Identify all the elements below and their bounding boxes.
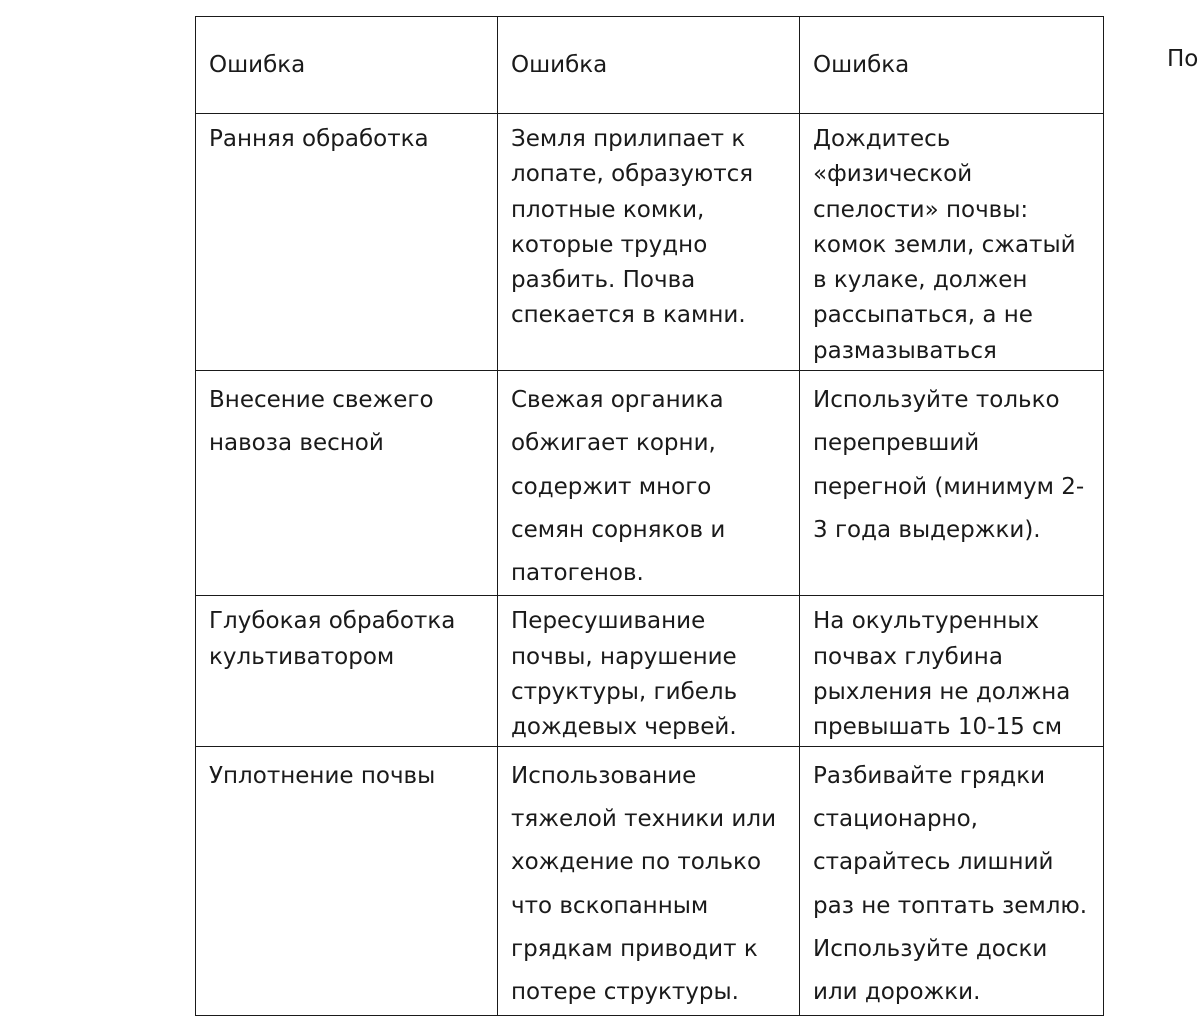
header-cell: Ошибка: [498, 17, 800, 114]
error-cell: Уплотнение почвы: [196, 746, 498, 1015]
header-cell: Ошибка: [800, 17, 1104, 114]
consequence-cell: Пересушивание почвы, нарушение структуры, гибель дождевых червей.: [498, 596, 800, 746]
consequence-cell: Земля прилипает к лопате, образуются плотные комки, которые трудно разбить. Почва спекается в камни.: [498, 114, 800, 371]
table-header-row: [196, 17, 1104, 114]
errors-table: [195, 16, 1104, 1016]
error-cell: Внесение свежего навоза весной: [196, 371, 498, 596]
advice-cell: Дождитесь «физической спелости» почвы: комок земли, сжатый в кулаке, должен рассыпаться, а не размазываться: [800, 114, 1104, 371]
table-row: [196, 114, 1104, 371]
advice-cell: На окультуренных почвах глубина рыхления не должна превышать 10-15 см: [800, 596, 1104, 746]
error-cell: Глубокая обработка культиватором: [196, 596, 498, 746]
advice-cell: Используйте только перепревший перегной (минимум 2-3 года выдержки).: [800, 371, 1104, 596]
header-cell: Ошибка: [196, 17, 498, 114]
table-row: [196, 746, 1104, 1015]
advice-cell: Разбивайте грядки стационарно, старайтесь лишний раз не топтать землю. Используйте доски или дорожки.: [800, 746, 1104, 1015]
table-row: [196, 371, 1104, 596]
error-cell: Ранняя обработка: [196, 114, 498, 371]
table-row: [196, 596, 1104, 746]
clipped-column-header: По: [1167, 46, 1199, 72]
consequence-cell: Свежая органика обжигает корни, содержит много семян сорняков и патогенов.: [498, 371, 800, 596]
consequence-cell: Использование тяжелой техники или хождение по только что вскопанным грядкам приводит к потере структуры.: [498, 746, 800, 1015]
